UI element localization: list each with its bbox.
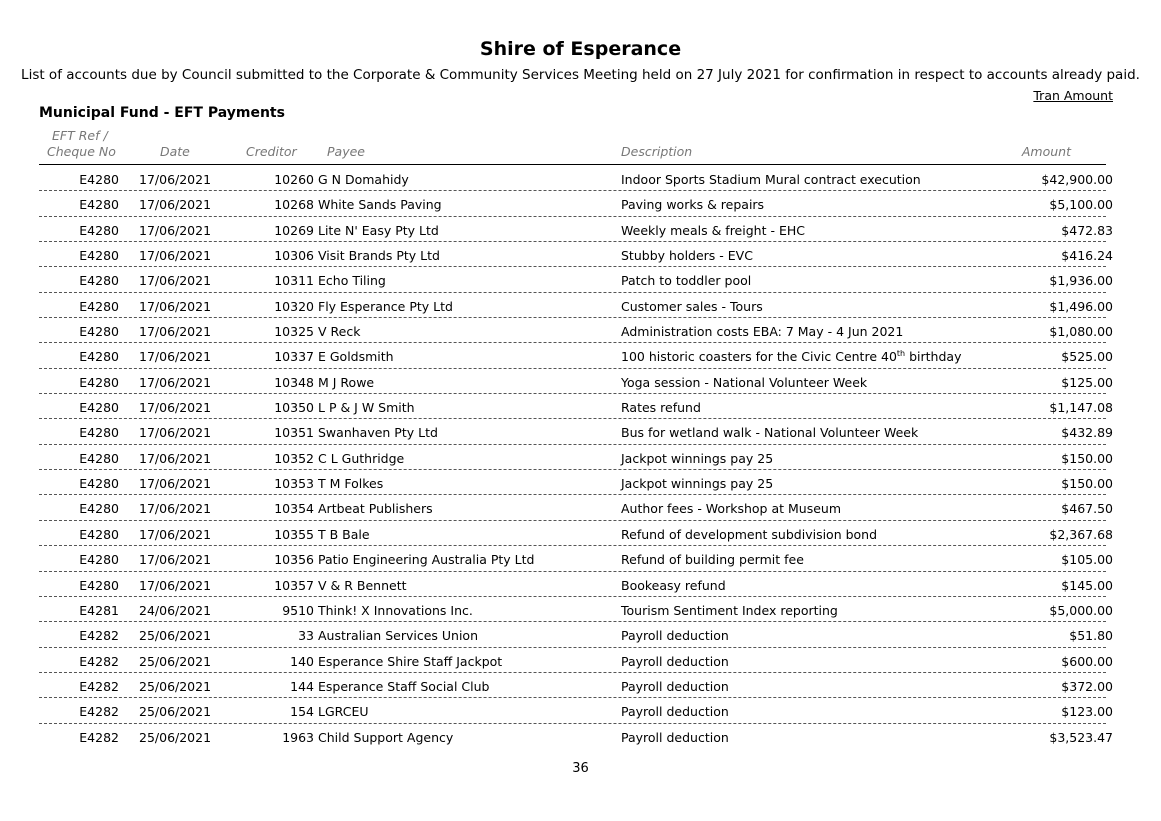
cell-creditor: 33 [298,628,314,644]
cell-ref: E4282 [79,704,119,720]
cell-date: 17/06/2021 [139,552,212,568]
table-row [0,394,1161,419]
cell-amount: $150.00 [1061,450,1113,466]
cell-creditor: 10269 [274,222,314,238]
payments-table [0,166,1161,749]
cell-ref: E4280 [79,425,119,441]
cell-date: 17/06/2021 [139,425,212,441]
cell-payee: Esperance Shire Staff Jackpot [318,653,503,669]
cell-payee: V Reck [318,324,361,340]
cell-ref: E4280 [79,349,119,365]
cell-payee: M J Rowe [318,374,375,390]
cell-creditor: 1963 [282,729,314,745]
cell-ref: E4280 [79,501,119,517]
cell-creditor: 10357 [274,577,314,593]
cell-amount: $5,000.00 [1049,602,1113,618]
cell-description: Jackpot winnings pay 25 [621,476,774,492]
cell-date: 17/06/2021 [139,298,212,314]
cell-creditor: 10320 [274,298,314,314]
cell-payee: Echo Tiling [318,273,386,289]
cell-creditor: 154 [290,704,314,720]
cell-description: Paving works & repairs [621,197,765,213]
cell-description: Weekly meals & freight - EHC [621,222,805,238]
description-text: 100 historic coasters for the Civic Centre 40 [621,349,897,365]
cell-amount: $123.00 [1061,704,1113,720]
cell-description: Payroll deduction [621,653,729,669]
cell-amount: $5,100.00 [1049,197,1113,213]
cell-creditor: 10354 [274,501,314,517]
cell-amount: $525.00 [1061,349,1113,365]
cell-payee: Visit Brands Pty Ltd [318,248,440,264]
table-row [0,343,1161,368]
cell-creditor: 10348 [274,374,314,390]
table-row [0,369,1161,394]
cell-description: Bus for wetland walk - National Volunteer Week [621,425,919,441]
table-row [0,191,1161,216]
cell-creditor: 10311 [274,273,314,289]
page-subtitle: List of accounts due by Council submitted to the Corporate & Community Services Meeting held on 27 July 2021 for confirmation in respect to accounts already paid. [21,67,1140,83]
cell-creditor: 10355 [274,526,314,542]
cell-date: 17/06/2021 [139,197,212,213]
cell-amount: $432.89 [1061,425,1113,441]
cell-ref: E4280 [79,222,119,238]
cell-creditor: 10268 [274,197,314,213]
cell-description: Author fees - Workshop at Museum [621,501,841,517]
cell-creditor: 140 [290,653,314,669]
cell-date: 17/06/2021 [139,349,212,365]
description-superscript: th [896,349,906,359]
cell-payee: T B Bale [318,526,370,542]
table-row [0,673,1161,698]
cell-creditor: 10353 [274,476,314,492]
cell-payee: LGRCEU [318,704,369,720]
cell-date: 17/06/2021 [139,526,212,542]
cell-ref: E4280 [79,298,119,314]
column-header-ref-line1: EFT Ref / [52,128,108,143]
description-tail: birthday [905,349,962,365]
cell-description: Indoor Sports Stadium Mural contract execution [621,172,921,187]
cell-payee: Fly Esperance Pty Ltd [318,298,453,314]
cell-amount: $125.00 [1061,374,1113,390]
column-header-ref-line2: Cheque No [47,144,116,159]
cell-amount: $2,367.68 [1049,526,1113,542]
cell-creditor: 9510 [282,602,314,618]
header-rule [39,164,1106,165]
cell-description: Yoga session - National Volunteer Week [621,374,868,390]
cell-payee: T M Folkes [318,476,384,492]
cell-description: Payroll deduction [621,628,729,644]
cell-description: Payroll deduction [621,729,729,745]
cell-amount: $600.00 [1061,653,1113,669]
cell-amount: $372.00 [1061,678,1113,694]
table-row [0,318,1161,343]
cell-amount: $472.83 [1061,222,1113,238]
cell-description: Jackpot winnings pay 25 [621,450,774,466]
cell-date: 17/06/2021 [139,450,212,466]
cell-payee: Think! X Innovations Inc. [318,602,473,618]
cell-date: 17/06/2021 [139,501,212,517]
cell-ref: E4280 [79,324,119,340]
cell-payee: Artbeat Publishers [318,501,433,517]
cell-date: 17/06/2021 [139,172,212,187]
cell-payee: Esperance Staff Social Club [318,678,490,694]
cell-amount: $1,936.00 [1049,273,1113,289]
table-row [0,622,1161,647]
table-row [0,546,1161,571]
cell-description: Stubby holders - EVC [621,248,753,264]
cell-ref: E4282 [79,628,119,644]
cell-date: 17/06/2021 [139,324,212,340]
cell-creditor: 10351 [274,425,314,441]
cell-date: 17/06/2021 [139,577,212,593]
cell-amount: $1,080.00 [1049,324,1113,340]
cell-creditor: 10260 [274,172,314,187]
cell-creditor: 144 [290,678,314,694]
cell-payee: White Sands Paving [318,197,442,213]
cell-date: 24/06/2021 [139,602,212,618]
cell-description: Refund of building permit fee [621,552,804,568]
cell-date: 25/06/2021 [139,628,212,644]
cell-description [621,349,961,364]
cell-ref: E4280 [79,248,119,264]
cell-description: Patch to toddler pool [621,273,752,289]
cell-payee: C L Guthridge [318,450,405,466]
cell-description: Tourism Sentiment Index reporting [621,602,838,618]
cell-payee: G N Domahidy [318,172,409,187]
cell-ref: E4280 [79,273,119,289]
cell-description: Payroll deduction [621,704,729,720]
table-row [0,724,1161,749]
cell-date: 17/06/2021 [139,273,212,289]
cell-ref: E4280 [79,577,119,593]
cell-payee: E Goldsmith [318,349,394,365]
cell-date: 17/06/2021 [139,374,212,390]
cell-amount: $3,523.47 [1049,729,1113,745]
cell-creditor: 10356 [274,552,314,568]
cell-description: Rates refund [621,400,701,416]
table-row [0,217,1161,242]
page-number: 36 [572,761,589,776]
cell-ref: E4282 [79,729,119,745]
cell-creditor: 10352 [274,450,314,466]
table-row [0,470,1161,495]
cell-ref: E4280 [79,450,119,466]
cell-payee: Child Support Agency [318,729,454,745]
cell-description: Administration costs EBA: 7 May - 4 Jun 2021 [621,324,904,340]
cell-ref: E4280 [79,526,119,542]
column-header-payee: Payee [327,144,365,159]
table-row [0,572,1161,597]
cell-creditor: 10325 [274,324,314,340]
column-header-date: Date [160,144,190,159]
cell-ref: E4280 [79,552,119,568]
cell-amount: $105.00 [1061,552,1113,568]
cell-date: 25/06/2021 [139,678,212,694]
cell-date: 17/06/2021 [139,400,212,416]
cell-payee: Lite N' Easy Pty Ltd [318,222,439,238]
tran-amount-label: Tran Amount [1033,88,1113,103]
cell-payee: L P & J W Smith [318,400,415,416]
table-row [0,445,1161,470]
cell-amount: $1,496.00 [1049,298,1113,314]
cell-payee: V & R Bennett [318,577,407,593]
cell-date: 17/06/2021 [139,248,212,264]
page-title: Shire of Esperance [479,38,682,60]
table-row [0,242,1161,267]
cell-amount: $145.00 [1061,577,1113,593]
cell-creditor: 10337 [274,349,314,365]
table-row [0,419,1161,444]
cell-ref: E4280 [79,197,119,213]
cell-date: 25/06/2021 [139,653,212,669]
cell-date: 17/06/2021 [139,476,212,492]
cell-ref: E4281 [79,602,119,618]
cell-date: 25/06/2021 [139,704,212,720]
cell-payee: Australian Services Union [318,628,478,644]
cell-ref: E4280 [79,374,119,390]
cell-payee: Swanhaven Pty Ltd [318,425,438,441]
table-row [0,521,1161,546]
table-row [0,267,1161,292]
table-row [0,293,1161,318]
cell-amount: $416.24 [1061,248,1113,264]
cell-creditor: 10350 [274,400,314,416]
cell-amount: $467.50 [1061,501,1113,517]
section-title: Municipal Fund - EFT Payments [39,105,285,121]
cell-date: 25/06/2021 [139,729,212,745]
cell-date: 17/06/2021 [139,222,212,238]
cell-amount: $1,147.08 [1049,400,1113,416]
cell-amount: $51.80 [1069,628,1113,644]
column-header-creditor: Creditor [246,144,297,159]
table-row [0,698,1161,723]
cell-ref: E4280 [79,172,119,187]
cell-description: Customer sales - Tours [621,298,763,314]
cell-description: Payroll deduction [621,678,729,694]
column-header-amount: Amount [1021,144,1071,159]
cell-description: Bookeasy refund [621,577,726,593]
table-row [0,648,1161,673]
cell-ref: E4282 [79,678,119,694]
cell-ref: E4280 [79,400,119,416]
cell-amount: $150.00 [1061,476,1113,492]
table-row [0,597,1161,622]
column-header-description: Description [621,144,693,159]
cell-ref: E4280 [79,476,119,492]
table-row [0,166,1161,191]
cell-payee: Patio Engineering Australia Pty Ltd [318,552,535,568]
cell-amount: $42,900.00 [1041,172,1113,187]
cell-creditor: 10306 [274,248,314,264]
cell-ref: E4282 [79,653,119,669]
cell-description: Refund of development subdivision bond [621,526,878,542]
table-row [0,495,1161,520]
